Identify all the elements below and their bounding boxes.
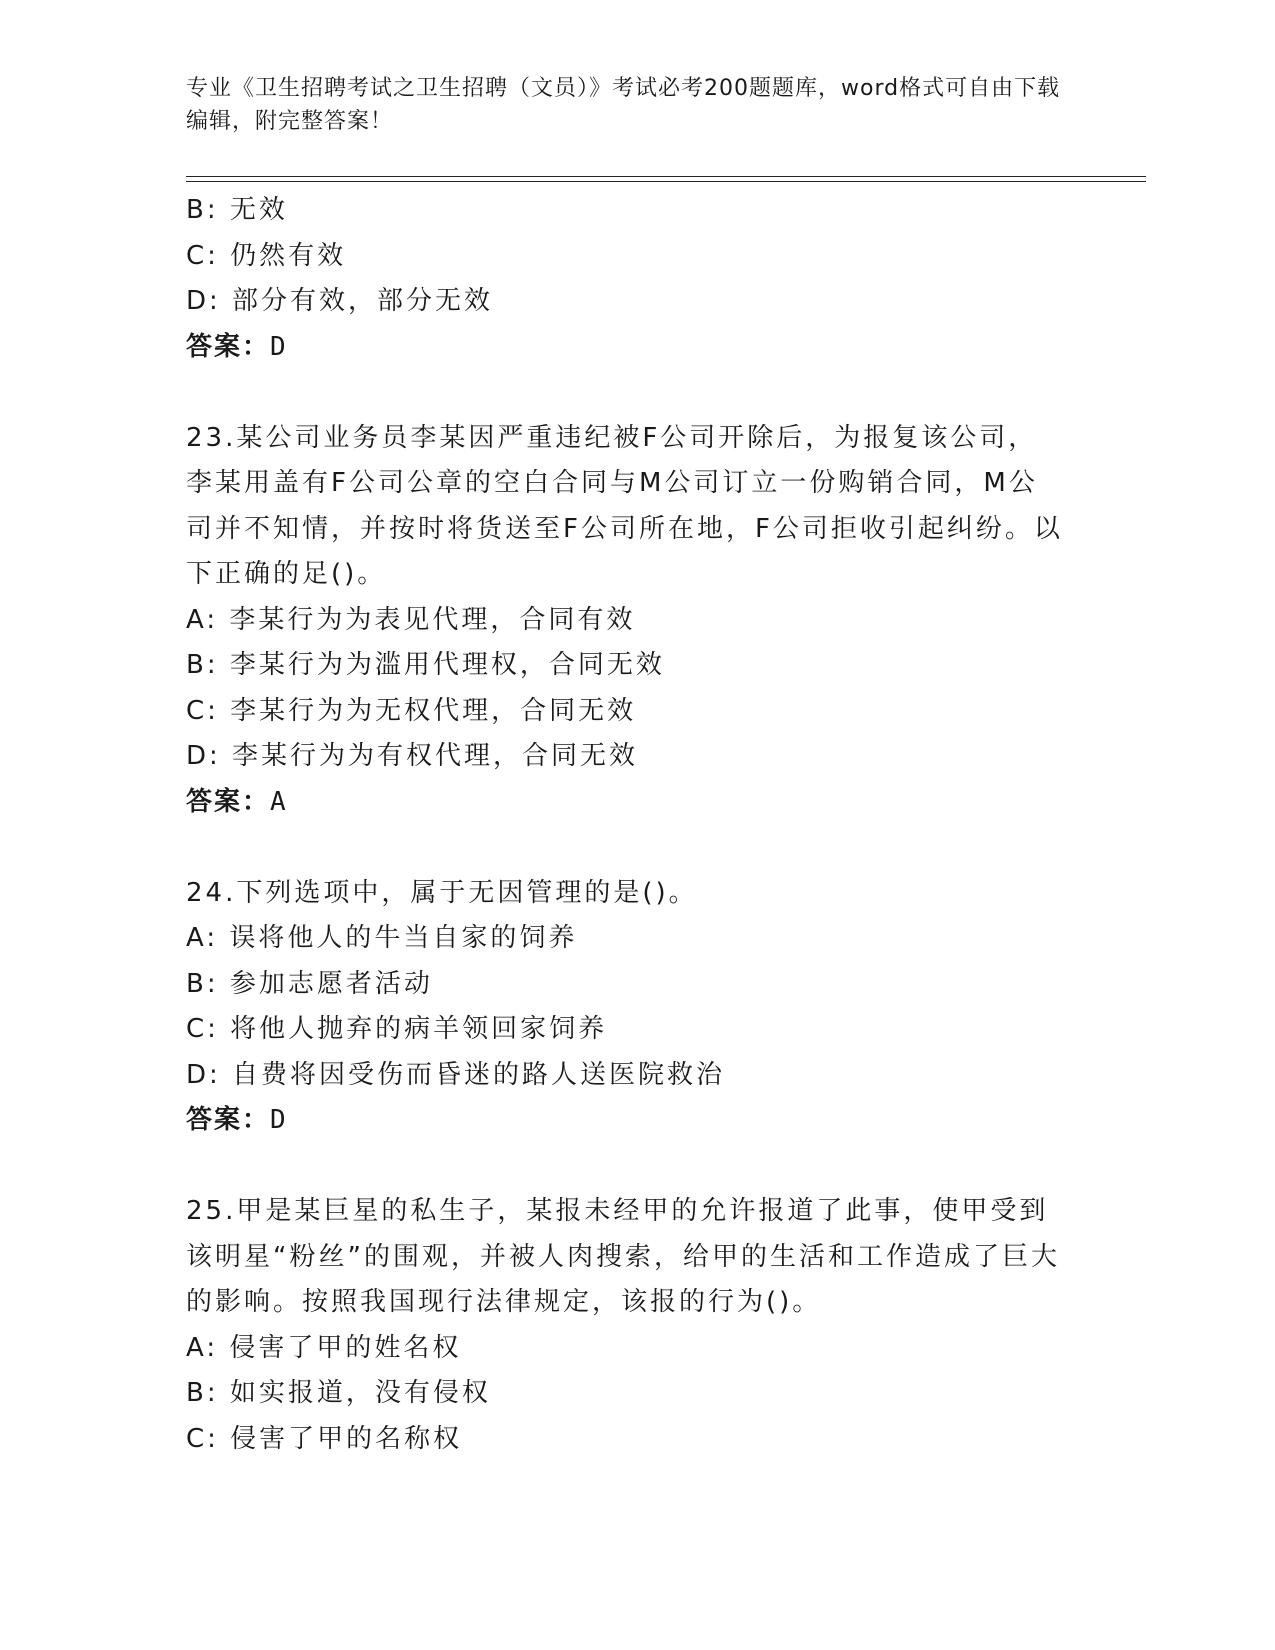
- option-b: B: 无效: [186, 195, 288, 225]
- question-25: [186, 1189, 1086, 1462]
- answer-label: 答案：: [186, 331, 271, 362]
- option-a: A: 李某行为为表见代理，合同有效: [186, 604, 636, 635]
- question-stem: 23.某公司业务员李某因严重违纪被F公司开除后，为报复该公司，李某用盖有F公司公章的空白合同与M公司订立一份购销合同，M公司并不知情，并按时将货送至F公司所在地，F公司拒收引起纠纷。以下正确的足()。: [186, 422, 1063, 589]
- option-d: D: 部分有效，部分无效: [186, 286, 494, 316]
- answer-key: D: [270, 331, 288, 362]
- option-c: C: 将他人抛弃的病羊领回家饲养: [186, 1014, 608, 1044]
- answer-key: D: [270, 1105, 288, 1135]
- option-d: D: 自费将因受伤而昏迷的路人送医院救治: [186, 1059, 726, 1090]
- answer-line: [186, 325, 1086, 371]
- header-divider-bottom: [186, 181, 1146, 182]
- question-stem: 24.下列选项中，属于无因管理的是()。: [186, 877, 698, 908]
- option-b: B: 李某行为为滥用代理权，合同无效: [186, 650, 665, 680]
- spacer: [186, 1144, 1086, 1190]
- answer-label: 答案：: [186, 786, 271, 817]
- option-b: B: 如实报道，没有侵权: [186, 1378, 491, 1408]
- option-a: A: 误将他人的牛当自家的饲养: [186, 923, 578, 953]
- answer-key: A: [270, 786, 288, 817]
- option-c: C: 李某行为为无权代理，合同无效: [186, 695, 637, 726]
- answer-line: [186, 780, 1086, 826]
- option-a: A: 侵害了甲的姓名权: [186, 1332, 462, 1363]
- option-b: B: 参加志愿者活动: [186, 968, 433, 999]
- header-divider-top: [186, 176, 1146, 177]
- question-stem: 25.甲是某巨星的私生子，某报未经甲的允许报道了此事，使甲受到该明星“粉丝”的围观，并被人肉搜索，给甲的生活和工作造成了巨大的影响。按照我国现行法律规定，该报的行为()。: [186, 1196, 1060, 1317]
- question-continued: [186, 188, 1086, 370]
- document-header: 专业《卫生招聘考试之卫生招聘（文员）》考试必考200题题库，word格式可自由下载编辑，附完整答案！: [186, 76, 1061, 134]
- question-23: [186, 416, 1086, 826]
- option-c: C: 仍然有效: [186, 240, 347, 271]
- answer-label: 答案：: [186, 1105, 271, 1135]
- document-body: [186, 188, 1086, 1462]
- option-d: D: 李某行为为有权代理，合同无效: [186, 741, 639, 771]
- answer-line: [186, 1098, 1086, 1144]
- question-24: [186, 871, 1086, 1144]
- option-c: C: 侵害了甲的名称权: [186, 1423, 463, 1454]
- spacer: [186, 370, 1086, 416]
- spacer: [186, 825, 1086, 871]
